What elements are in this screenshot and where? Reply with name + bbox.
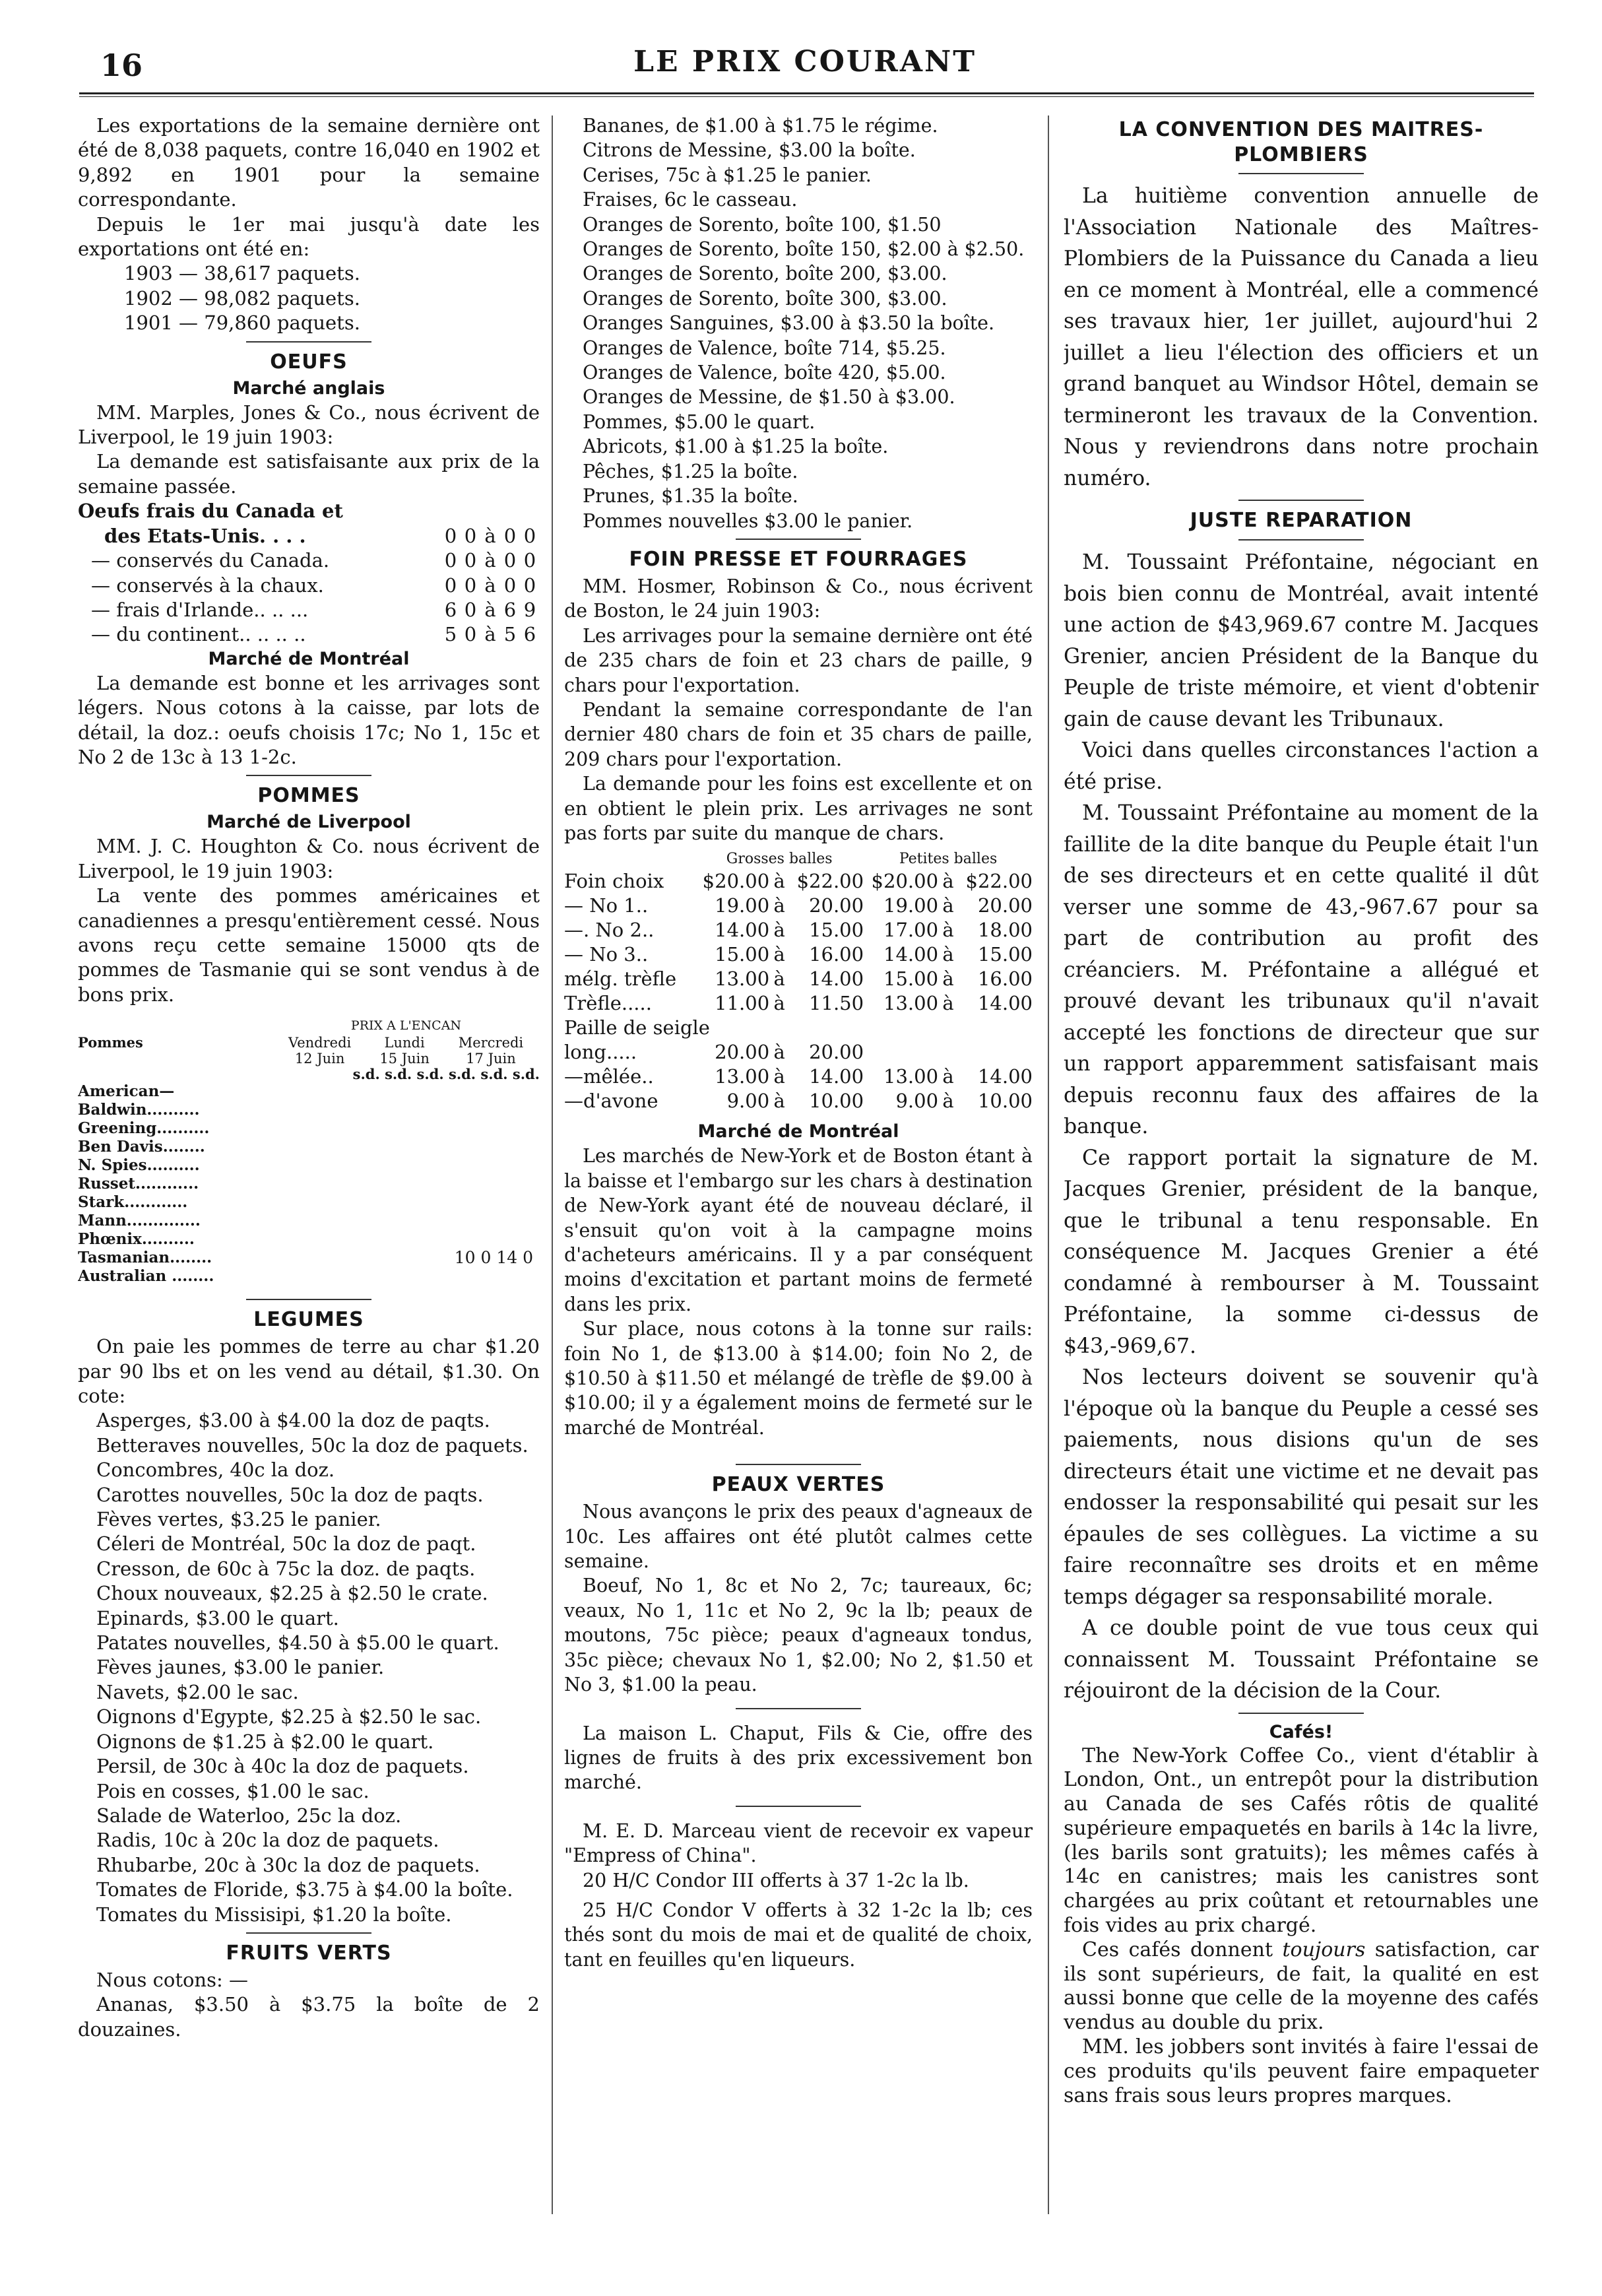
paragraph: M. E. D. Marceau vient de recevoir ex vapeur "Empress of China". [564, 1820, 1033, 1867]
list-item: Prunes, $1.35 la boîte. [583, 485, 798, 508]
table-header: Mercredi [458, 1035, 524, 1051]
paragraph: On paie les pommes de terre au char $1.20 par 90 lbs et on les vend au détail, $1.30. On cote: [78, 1335, 540, 1407]
table-header: Grosses balles [726, 851, 833, 868]
section-title: FRUITS VERTS [226, 1941, 392, 1965]
subsection-title: Marché de Montréal [208, 648, 410, 669]
list-item: Concombres, 40c la doz. [96, 1459, 335, 1482]
paragraph: Nos lecteurs doivent se souvenir qu'à l'époque où la banque du Peuple a cessé ses paiements, nous disions qu'un de ses directeurs était une victime et ne devait pas endosser la responsabilité qui pesait sur les épaules de ses collègues. La victime a su faire reconnaître ses droits et en même temps dégager sa responsabilité morale. [1064, 1365, 1539, 1609]
table-cell: 13.00 [715, 1065, 770, 1088]
table-cell: 15.00 [977, 943, 1033, 966]
table-cell: 14.00 [977, 1065, 1033, 1088]
list-item: Patates nouvelles, $4.50 à $5.00 le quart. [96, 1631, 499, 1655]
table-row [564, 894, 1033, 918]
table-cell: 20.00 [977, 894, 1033, 917]
list-item: Oranges de Sorento, boîte 100, $1.50 [583, 213, 942, 236]
table-cell: 10.00 [977, 1090, 1033, 1113]
paragraph: MM. les jobbers sont invités à faire l'essai de ces produits qu'ils peuvent faire empaqueter sans frais sous leurs propres marques. [1064, 2035, 1539, 2107]
table-cell: à [942, 943, 954, 966]
paragraph: La maison L. Chaput, Fils & Cie, offre des lignes de fruits à des prix excessivement bon marché. [564, 1722, 1033, 1794]
paragraph: Sur place, nous cotons à la tonne sur rails: foin No 1, de $13.00 à $14.00; foin No 2, de $10.50 à $11.50 et mélangé de trèfle de $9.00 à $10.00; il y a également moins de fermeté sur le marché de Montréal. [564, 1318, 1033, 1439]
table-cell: 11.50 [809, 992, 864, 1015]
subsection-title: Marché anglais [232, 377, 385, 399]
section-title: PEAUX VERTES [711, 1473, 885, 1497]
table-cell: 14.00 [977, 992, 1033, 1015]
table-header: Pommes [78, 1034, 143, 1051]
table-cell: 19.00 [883, 894, 939, 917]
table-cell: 14.00 [715, 919, 770, 942]
section-title: OEUFS [270, 350, 348, 374]
paragraph: La demande est satisfaisante aux prix de la semaine passée. [78, 450, 540, 498]
list-item: Pois en cosses, $1.00 le sac. [96, 1779, 369, 1802]
paragraph: La demande pour les foins est excellente et on en obtient le plein prix. Les arrivages ne sont pas forts par suite du manque de chars. [564, 773, 1033, 844]
table-cell: à [773, 894, 785, 917]
table-row [564, 967, 1033, 991]
paragraph: MM. J. C. Houghton & Co. nous écrivent de Liverpool, le 19 juin 1903: [78, 835, 540, 882]
paragraph: La demande est bonne et les arrivages sont légers. Nous cotons à la caisse, par lots de détail, la doz.: oeufs choisis 17c; No 1, 15c et No 2 de 13c à 13 1-2c. [78, 671, 540, 768]
list-item: Choux nouveaux, $2.25 à $2.50 le crate. [96, 1582, 488, 1605]
list-item: Oranges de Messine, de $1.50 à $3.00. [583, 386, 955, 409]
export-line: 1901 — 79,860 paquets. [124, 312, 360, 335]
table-cell: Trèfle..... [564, 992, 652, 1015]
paragraph: La vente des pommes américaines et canadiennes a presqu'entièrement cessé. Nous avons reçu cette semaine 15000 qts de pommes de Tasmanie qui se sont vendus à de bons prix. [78, 884, 540, 1006]
subsection-title: Marché de Montréal [697, 1121, 899, 1142]
header-rule-thin [79, 96, 1534, 97]
table-cell: $22.00 [796, 870, 864, 893]
table-cell: 19.00 [715, 894, 770, 917]
paragraph: Ananas, $3.50 à $3.75 la boîte de 2 douzaines. [78, 1993, 540, 2041]
table-cell: à [942, 894, 954, 917]
table-cell: — No 1.. [564, 894, 649, 917]
table-cell: à [942, 870, 954, 893]
column-divider [1048, 115, 1049, 2214]
table-row: Mann.............. [78, 1212, 201, 1230]
list-item: Oranges Sanguines, $3.00 à $3.50 la boîte. [583, 312, 995, 335]
list-item: Fèves vertes, $3.25 le panier. [96, 1508, 381, 1531]
export-line: 1903 — 38,617 paquets. [124, 262, 360, 285]
table-cell: —d'avone [564, 1090, 658, 1113]
egg-price-row: — conservés à la chaux. 0 0 à 0 0 [91, 574, 536, 597]
section-separator [736, 1464, 861, 1465]
paragraph: The New-York Coffee Co., vient d'établir à London, Ont., un entrepôt pour la distribution au Canada de ses Cafés rôtis de qualité supérieure empaquetés en barils à 14c la livre, (les barils sont gratuits); les mêmes cafés à 14c en canistres; mais les canistres sont chargées au prix coûtant et retournables une fois vides au prix chargé. [1064, 1744, 1539, 1938]
vegetable-price-list [78, 1408, 540, 1927]
table-cell: 20.00 [715, 1041, 770, 1064]
paragraph: 20 H/C Condor III offerts à 37 1-2c la lb. [583, 1869, 969, 1891]
table-row: Greening.......... [78, 1119, 210, 1138]
table-cell: — No 3.. [564, 943, 649, 966]
apple-auction-table [78, 1016, 540, 1286]
paragraph: MM. Hosmer, Robinson & Co., nous écrivent de Boston, le 24 juin 1903: [564, 575, 1033, 622]
table-row: Stark............ [78, 1193, 188, 1212]
list-item: Betteraves nouvelles, 50c la doz de paquets. [96, 1433, 529, 1457]
list-item: Navets, $2.00 le sac. [96, 1680, 299, 1703]
list-item: Cresson, de 60c à 75c la doz. de paqts. [96, 1557, 476, 1580]
table-cell: à [773, 919, 785, 942]
paragraph: M. Toussaint Préfontaine au moment de la faillite de la dite banque du Peuple était l'un de ses directeurs et en cette qualité il dût verser une somme de 43,-967.67 pour sa part de contribution au profit des créanciers. M. Préfontaine a allégué et prouvé devant les tribunaux qu'il n'avait accepté les fonctions de directeur que sur un rapport apparemment satisfaisant mais depuis reconnu faux des affaires de la banque. [1064, 801, 1539, 1138]
table-cell: 14.00 [809, 968, 864, 991]
section-separator [1238, 500, 1364, 501]
table-row: Russet............ [78, 1175, 199, 1193]
egg-price-row: — du continent.. .. .. .. 5 0 à 5 6 [91, 623, 536, 646]
paragraph: A ce double point de vue tous ceux qui connaissent M. Toussaint Préfontaine se réjouiront de la décision de la Cour. [1064, 1616, 1539, 1703]
subsection-title: Cafés! [1269, 1721, 1333, 1742]
table-cell: 10 0 14 0 [454, 1248, 533, 1268]
column-1 [78, 114, 540, 2258]
section-title: JUSTE REPARATION [1190, 509, 1413, 532]
table-cell: à [773, 943, 785, 966]
paragraph: 25 H/C Condor V offerts à 32 1-2c la lb; ces thés sont du mois de mai et de qualité de choix, tant en feuilles qu'en liqueurs. [564, 1899, 1033, 1971]
list-item: Carottes nouvelles, 50c la doz de paqts. [96, 1483, 484, 1506]
table-cell: mélg. trèfle [564, 968, 677, 991]
publication-title: LE PRIX COURANT [633, 45, 977, 79]
subsection-title: Marché de Liverpool [207, 812, 411, 833]
export-line: 1902 — 98,082 paquets. [124, 286, 360, 310]
table-cell: à [942, 1090, 954, 1113]
table-cell: 20.00 [809, 1041, 864, 1064]
table-cell: 15.00 [715, 943, 770, 966]
table-cell [938, 1040, 958, 1065]
paragraph: Ce rapport portait la signature de M. Jacques Grenier, président de la banque, que le tribunal a tenu responsable. En conséquence M. Jacques Grenier a été condamné à rembourser à M. Toussaint Préfontaine, la somme ci-dessus de $43,-969,67. [1064, 1146, 1539, 1358]
section-title: POMMES [257, 784, 360, 808]
table-cell [864, 1040, 938, 1065]
fruit-price-list [564, 114, 1033, 533]
price-label: Oeufs frais du Canada et [78, 500, 343, 523]
table-row [564, 991, 1033, 1016]
list-item: Abricots, $1.00 à $1.25 la boîte. [583, 436, 889, 458]
list-item: Persil, de 30c à 40c la doz de paquets. [96, 1755, 469, 1778]
table-cell [958, 1040, 1033, 1065]
table-cell: —. No 2.. [564, 919, 655, 942]
table-caption: PRIX A L'ENCAN [350, 1018, 462, 1033]
list-item: Oranges de Sorento, boîte 300, $3.00. [583, 287, 947, 310]
table-cell: 17.00 [883, 919, 939, 942]
table-cell: 13.00 [883, 992, 939, 1015]
table-cell: $20.00 [871, 870, 939, 893]
section-title: LEGUMES [253, 1308, 364, 1332]
table-cell: 13.00 [715, 968, 770, 991]
table-cell: 14.00 [809, 1065, 864, 1088]
section-separator [246, 1299, 371, 1300]
table-cell: long..... [564, 1041, 637, 1064]
section-separator [736, 539, 861, 540]
table-cell: 10.00 [809, 1090, 864, 1113]
exports-paragraph: Les exportations de la semaine dernière ont été de 8,038 paquets, contre 16,040 en 1902 et 9,892 en 1901 pour la semaine correspondante. [78, 114, 540, 211]
list-item: Asperges, $3.00 à $4.00 la doz de paqts. [96, 1409, 490, 1432]
paragraph: Nous avançons le prix des peaux d'agneaux de 10c. Les affaires ont été plutôt calmes cette semaine. [564, 1501, 1033, 1573]
column-3 [1064, 114, 1539, 2258]
paragraph: MM. Marples, Jones & Co., nous écrivent de Liverpool, le 19 juin 1903: [78, 401, 540, 449]
table-cell: $22.00 [965, 870, 1033, 893]
section-separator [736, 1806, 861, 1807]
table-row: N. Spies.......... [78, 1156, 200, 1175]
table-cell: à [942, 968, 954, 991]
list-item: Oranges de Valence, boîte 714, $5.25. [583, 337, 946, 359]
table-cell: 16.00 [809, 943, 864, 966]
table-header: Petites balles [899, 851, 998, 868]
table-cell: 11.00 [715, 992, 770, 1015]
egg-price-row: des Etats-Unis. . . . 0 0 à 0 0 [104, 524, 536, 547]
cafes-article [1064, 1721, 1539, 2109]
section-separator [1238, 539, 1364, 541]
table-label: Paille de seigle [564, 1016, 710, 1039]
table-row: Ben Davis........ [78, 1138, 205, 1156]
table-header: 15 Juin [379, 1051, 430, 1067]
paragraph: M. Toussaint Préfontaine, négociant en bois bien connu de Montréal, avait intenté une action de $43,969.67 contre M. Jacques Grenier, ancien Président de la Banque du Peuple de triste mémoire, et vient d'obtenir gain de cause devant les Tribunaux. [1064, 550, 1539, 731]
list-item: Fèves jaunes, $3.00 le panier. [96, 1656, 385, 1679]
list-item: Bananes, de $1.00 à $1.75 le régime. [583, 115, 938, 137]
table-cell: 18.00 [977, 919, 1033, 942]
table-row: American— [78, 1082, 175, 1101]
section-title: LA CONVENTION DES MAITRES-PLOMBIERS [1118, 118, 1484, 166]
list-item: Fraises, 6c le casseau. [583, 189, 798, 211]
table-cell: 9.00 [726, 1090, 770, 1113]
table-cell: à [942, 1065, 954, 1088]
section-separator [736, 1708, 861, 1709]
list-item: Pêches, $1.25 la boîte. [583, 460, 798, 482]
exports-paragraph: Depuis le 1er mai jusqu'à date les exportations ont été en: [78, 213, 540, 261]
list-item: Tomates du Missisipi, $1.20 la boîte. [96, 1903, 452, 1926]
paragraph: Pendant la semaine correspondante de l'an dernier 480 chars de foin et 35 chars de paille, 209 chars pour l'exportation. [564, 698, 1033, 770]
table-cell: à [773, 1041, 785, 1064]
page-header [79, 38, 1531, 83]
table-header: 12 Juin [294, 1051, 345, 1067]
section-title: FOIN PRESSE ET FOURRAGES [629, 547, 968, 571]
table-header: Lundi [384, 1035, 425, 1051]
list-item: Epinards, $3.00 le quart. [96, 1606, 339, 1629]
paragraph: La huitième convention annuelle de l'Association Nationale des Maîtres-Plombiers de la Puissance du Canada a lieu en ce moment à Montréal, elle a commencé ses travaux hier, 1er juillet, aujourd'hui 2 juillet a lieu l'élection des officiers et un grand banquet au Windsor Hôtel, demain se termineront les travaux de la Convention. Nous y reviendrons dans notre prochain numéro. [1064, 184, 1539, 490]
paragraph: Nous cotons: — [96, 1968, 248, 1991]
table-row: Australian ........ [78, 1267, 214, 1286]
table-cell: $20.00 [702, 870, 770, 893]
list-item: Salade de Waterloo, 25c la doz. [96, 1804, 402, 1827]
section-separator [1238, 1713, 1364, 1714]
table-row [564, 1089, 1033, 1113]
table-cell: 20.00 [809, 894, 864, 917]
paragraph: Voici dans quelles circonstances l'action a été prise. [1064, 738, 1539, 794]
table-row [564, 942, 1033, 967]
table-header: Vendredi [288, 1035, 352, 1051]
table-row: Baldwin.......... [78, 1101, 200, 1119]
list-item: Oignons de $1.25 à $2.00 le quart. [96, 1730, 434, 1753]
table-row [564, 1065, 1033, 1089]
list-item: Céleri de Montréal, 50c la doz de paqt. [96, 1532, 476, 1556]
paragraph: Les marchés de New-York et de Boston étant à la baisse et l'embargo sur les chars à destination de New-York ayant été de nouveau déclaré, il s'ensuit qu'on voit à la campagne moins d'acheteurs américains. Il y a par conséquent moins d'excitation et partant moins de fermeté dans les prix. [564, 1145, 1033, 1315]
table-row [564, 869, 1033, 894]
table-cell: à [942, 919, 954, 942]
column-2 [564, 114, 1033, 2258]
list-item: Oignons d'Egypte, $2.25 à $2.50 le sac. [96, 1705, 482, 1728]
egg-price-list [78, 524, 540, 647]
list-item: Oranges de Valence, boîte 420, $5.00. [583, 362, 946, 384]
table-cell: 13.00 [883, 1065, 939, 1088]
list-item: Cerises, 75c à $1.25 le panier. [583, 164, 872, 186]
table-cell: à [773, 992, 785, 1015]
list-item: Tomates de Floride, $3.75 à $4.00 la boîte. [96, 1878, 513, 1901]
header-rule [79, 92, 1534, 94]
table-cell: à [773, 1065, 785, 1088]
table-cell: 16.00 [977, 968, 1033, 991]
egg-price-row: — frais d'Irlande.. .. ... 6 0 à 6 9 [91, 598, 536, 621]
list-item: Oranges de Sorento, boîte 150, $2.00 à $2.50. [583, 238, 1025, 261]
column-divider [552, 115, 553, 2214]
list-item: Citrons de Messine, $3.00 la boîte. [583, 139, 916, 162]
table-cell: 14.00 [883, 943, 939, 966]
paragraph: Boeuf, No 1, 8c et No 2, 7c; taureaux, 6c; veaux, No 1, 11c et No 2, 9c la lb; peaux de moutons, 75c pièce; peaux d'agneaux tondus, 35c pièce; chevaux No 1, $2.00; No 2, $1.50 et No 3, $1.00 la peau. [564, 1575, 1033, 1696]
list-item: Radis, 10c à 20c la doz de paquets. [96, 1829, 439, 1852]
list-item: Pommes, $5.00 le quart. [583, 410, 816, 433]
table-cell: à [773, 870, 785, 893]
list-item: Oranges de Sorento, boîte 200, $3.00. [583, 263, 947, 285]
table-cell: 9.00 [895, 1090, 939, 1113]
section-separator [1238, 173, 1364, 174]
egg-price-row: — conservés du Canada. 0 0 à 0 0 [91, 549, 536, 572]
table-cell: à [942, 992, 954, 1015]
table-cell: 15.00 [809, 919, 864, 942]
paragraph: Les arrivages pour la semaine dernière ont été de 235 chars de foin et 23 chars de paille, 9 chars pour l'exportation. [564, 624, 1033, 696]
table-row [564, 918, 1033, 942]
table-row: Phœnix.......... [78, 1230, 195, 1249]
table-row: Tasmanian........ [78, 1249, 212, 1267]
section-separator [246, 1932, 371, 1934]
hay-price-table [564, 849, 1033, 1113]
table-header: 17 Juin [466, 1051, 516, 1067]
section-separator [246, 341, 371, 343]
list-item: Rhubarbe, 20c à 30c la doz de paquets. [96, 1853, 480, 1876]
list-item: Pommes nouvelles $3.00 le panier. [583, 509, 913, 532]
section-separator [246, 775, 371, 776]
page-number: 16 [100, 48, 143, 83]
table-cell: à [773, 1090, 785, 1113]
table-cell: —mêlée.. [564, 1065, 654, 1088]
table-row [564, 1040, 1033, 1065]
table-cell: à [773, 968, 785, 991]
table-cell: 15.00 [883, 968, 939, 991]
paragraph: Ces cafés donnent toujours satisfaction, car ils sont supérieurs, de fait, la qualité en est aussi bonne que celle de la moyenne des cafés vendus au double du prix. [1064, 1938, 1539, 2035]
table-cell: Foin choix [564, 870, 664, 893]
table-units: s.d. s.d. s.d. s.d. s.d. s.d. [352, 1066, 540, 1083]
